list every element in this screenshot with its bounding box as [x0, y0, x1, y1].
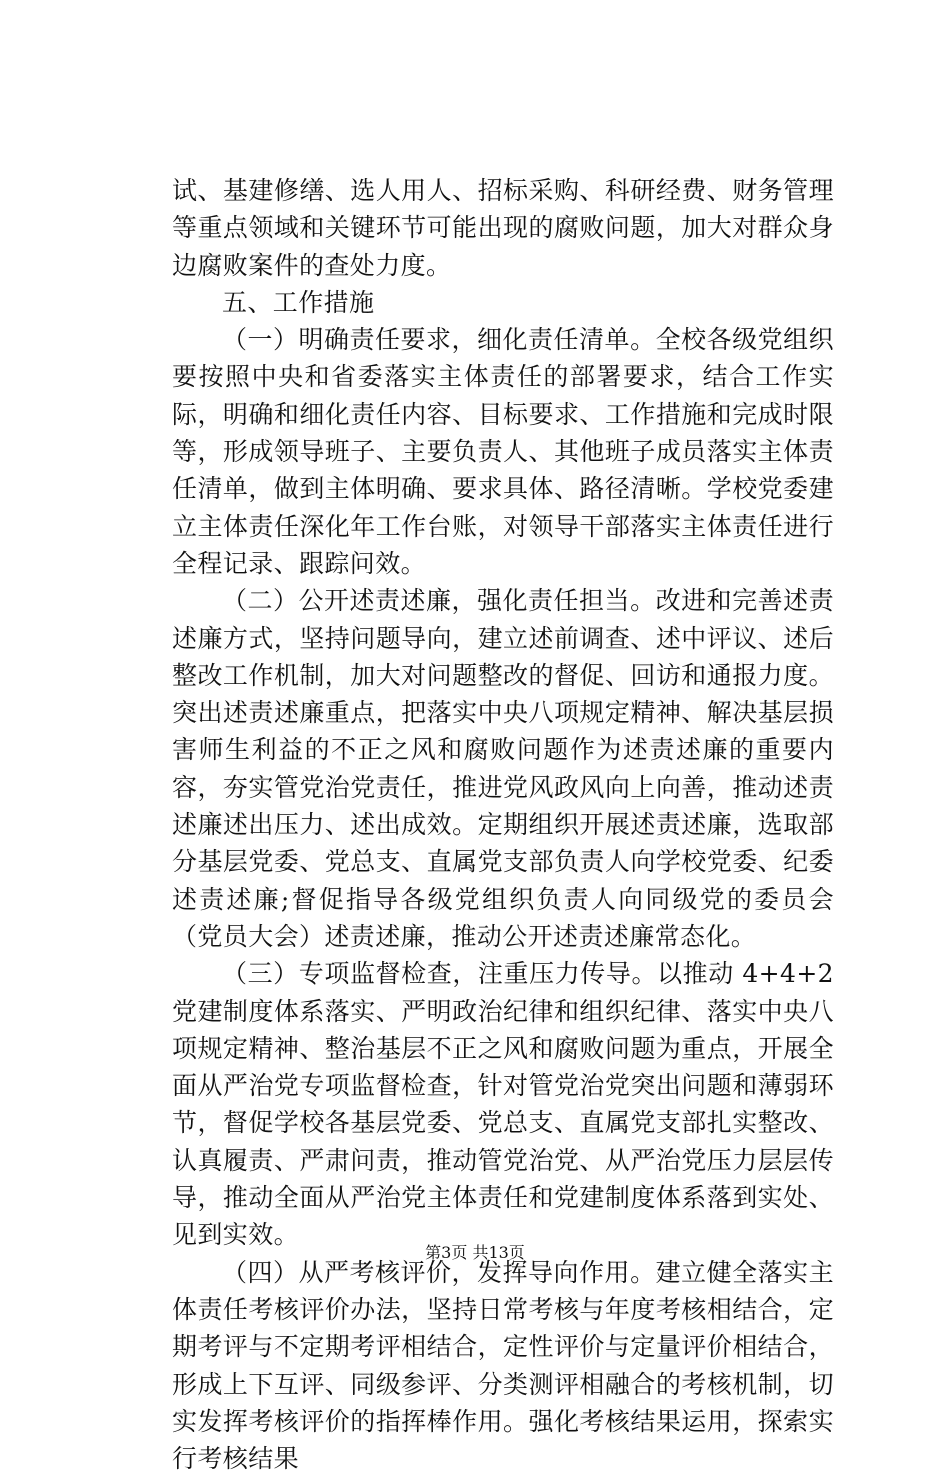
page-number-footer: 第3页 共13页: [425, 1243, 525, 1262]
paragraph-measure-3: （三）专项监督检查，注重压力传导。以推动 4+4+2 党建制度体系落实、严明政治纪律和组织纪律、落实中央八项规定精神、整治基层不正之风和腐败问题为重点，开展全面从严治党专项监督检查，针对管党治党突出问题和薄弱环节，督促学校各基层党委、党总支、直属党支部扎实整改、认真履责、严肃问责，推动管党治党、从严治党压力层层传导，推动全面从严治党主体责任和党建制度体系落到实处、见到实效。: [172, 959, 834, 1250]
paragraph-measure-2: （二）公开述责述廉，强化责任担当。改进和完善述责述廉方式，坚持问题导向，建立述前调查、述中评议、述后整改工作机制，加大对问题整改的督促、回访和通报力度。突出述责述廉重点，把落实中央八项规定精神、解决基层损害师生利益的不正之风和腐败问题作为述责述廉的重要内容，夯实管党治党责任，推进党风政风向上向善，推动述责述廉述出压力、述出成效。定期组织开展述责述廉，选取部分基层党委、党总支、直属党支部负责人向学校党委、纪委述责述廉;督促指导各级党组织负责人向同级党的委员会（党员大会）述责述廉，推动公开述责述廉常态化。: [172, 586, 834, 951]
paragraph-measure-4: （四）从严考核评价，发挥导向作用。建立健全落实主体责任考核评价办法，坚持日常考核与年度考核相结合，定期考评与不定期考评相结合，定性评价与定量评价相结合，形成上下互评、同级参评、分类测评相融合的考核机制，切实发挥考核评价的指挥棒作用。强化考核结果运用，探索实行考核结果: [172, 1257, 834, 1474]
paragraph-continuation: 试、基建修缮、选人用人、招标采购、科研经费、财务管理等重点领域和关键环节可能出现的腐败问题，加大对群众身边腐败案件的查处力度。: [172, 176, 834, 280]
document-body: [172, 172, 834, 1477]
paragraph-measure-1: （一）明确责任要求，细化责任清单。全校各级党组织要按照中央和省委落实主体责任的部署要求，结合工作实际，明确和细化责任内容、目标要求、工作措施和完成时限等，形成领导班子、主要负责人、其他班子成员落实主体责任清单，做到主体明确、要求具体、路径清晰。学校党委建立主体责任深化年工作台账，对领导干部落实主体责任进行全程记录、跟踪问效。: [172, 325, 834, 578]
section-heading: 五、工作措施: [222, 287, 375, 317]
